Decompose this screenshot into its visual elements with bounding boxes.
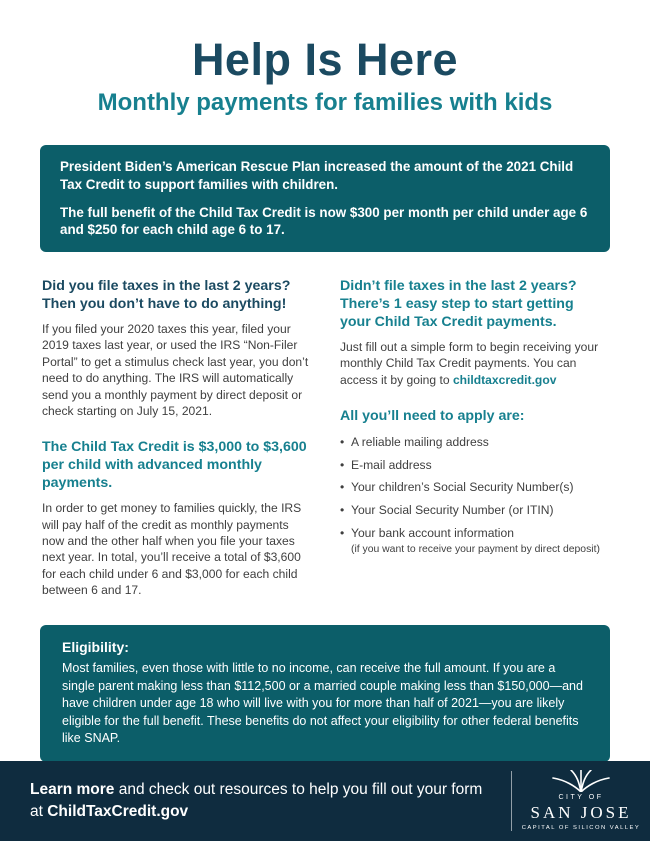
eligibility-box <box>40 625 610 762</box>
intro-paragraph-2: The full benefit of the Child Tax Credit is now $300 per month per child under age 6 and $250 for each child age 6 to 17. <box>60 204 588 238</box>
bullet-icon: • <box>340 480 345 495</box>
apply-bullet-list <box>340 435 608 557</box>
list-item-label: A reliable mailing address <box>351 434 489 449</box>
bullet-icon: • <box>340 434 345 449</box>
footer <box>0 761 650 841</box>
list-item <box>340 435 608 451</box>
filed-taxes-body: If you filed your 2020 taxes this year, filed your 2019 taxes last year, or used the IRS “Non-Filer Portal” to get a stimulus check last year, you don’t need to do anything. The IRS will automatically send you a monthly payment by direct deposit or check starting on July 15, 2021. <box>42 321 309 418</box>
credit-amount-body: In order to get money to families quickly, the IRS will pay half of the credit as monthly payments now and the other half when you file your taxes next year. In total, you’ll receive a total of $3,600 for each child under 6 and $3,000 for each child between 6 and 17. <box>42 501 302 598</box>
apply-heading: All you’ll need to apply are: <box>340 407 525 424</box>
footer-text <box>30 779 492 823</box>
intro-paragraph-1: President Biden’s American Rescue Plan increased the amount of the 2021 Child Tax Credit to support families with children. <box>60 159 574 192</box>
column-left <box>42 278 310 599</box>
footer-middle-text: and check out resources to help you fill out your form at <box>30 781 483 820</box>
list-item-label <box>351 526 600 557</box>
list-item-label: Your children’s Social Security Number(s) <box>351 480 574 495</box>
list-item <box>340 458 608 474</box>
page-title: Help Is Here <box>191 34 459 85</box>
bullet-icon: • <box>340 503 345 518</box>
didnt-file-heading: Didn’t file taxes in the last 2 years? There’s 1 easy step to start getting your Child Tax Credit payments. <box>340 278 577 330</box>
content-columns <box>42 278 608 599</box>
didnt-file-body <box>340 339 608 388</box>
list-item-label: E-mail address <box>351 457 432 472</box>
filed-taxes-heading: Did you file taxes in the last 2 years? Then you don’t have to do anything! <box>42 278 291 312</box>
apply-section <box>340 408 608 556</box>
logo-city-name: SAN JOSE <box>530 803 632 823</box>
page-subtitle: Monthly payments for families with kids <box>97 89 553 117</box>
list-item-text: Your bank account information <box>351 525 514 540</box>
eligibility-heading: Eligibility: <box>62 638 129 655</box>
eligibility-body: Most families, even those with little to no income, can receive the full amount. If you are a single parent making less than $112,500 or a married couple making less than $150,000—and have children under age 18 who will live with you for more than half of 2021—you are likely eligible for the full benefit. These benefits do not affect your eligibility for other federal benefits like SNAP. <box>62 661 583 746</box>
list-item <box>340 480 608 496</box>
filed-taxes-section <box>42 278 310 419</box>
credit-amount-section <box>42 439 310 598</box>
didnt-file-section <box>340 278 608 388</box>
bullet-icon: • <box>340 525 345 540</box>
list-item <box>340 526 608 557</box>
footer-learn-more: Learn more <box>30 781 115 798</box>
bullet-icon: • <box>340 457 345 472</box>
san-jose-logo-mark-icon <box>549 770 613 792</box>
logo-tagline: CAPITAL OF SILICON VALLEY <box>521 825 641 832</box>
credit-amount-heading: The Child Tax Credit is $3,000 to $3,600 per child with advanced monthly payments. <box>42 439 307 492</box>
bullet-note: (if you want to receive your payment by direct deposit) <box>351 544 600 556</box>
list-item-label: Your Social Security Number (or ITIN) <box>351 503 554 518</box>
footer-childtaxcredit-link[interactable]: ChildTaxCredit.gov <box>47 803 189 820</box>
didnt-file-body-text: Just fill out a simple form to begin receiving your monthly Child Tax Credit payments. You can access it by going to <box>340 339 599 387</box>
column-right <box>340 278 608 599</box>
childtaxcredit-link[interactable]: childtaxcredit.gov <box>452 372 557 387</box>
list-item <box>340 503 608 519</box>
intro-box <box>40 145 610 252</box>
logo-city-of: CITY OF <box>558 793 604 801</box>
san-jose-logo <box>512 770 650 833</box>
